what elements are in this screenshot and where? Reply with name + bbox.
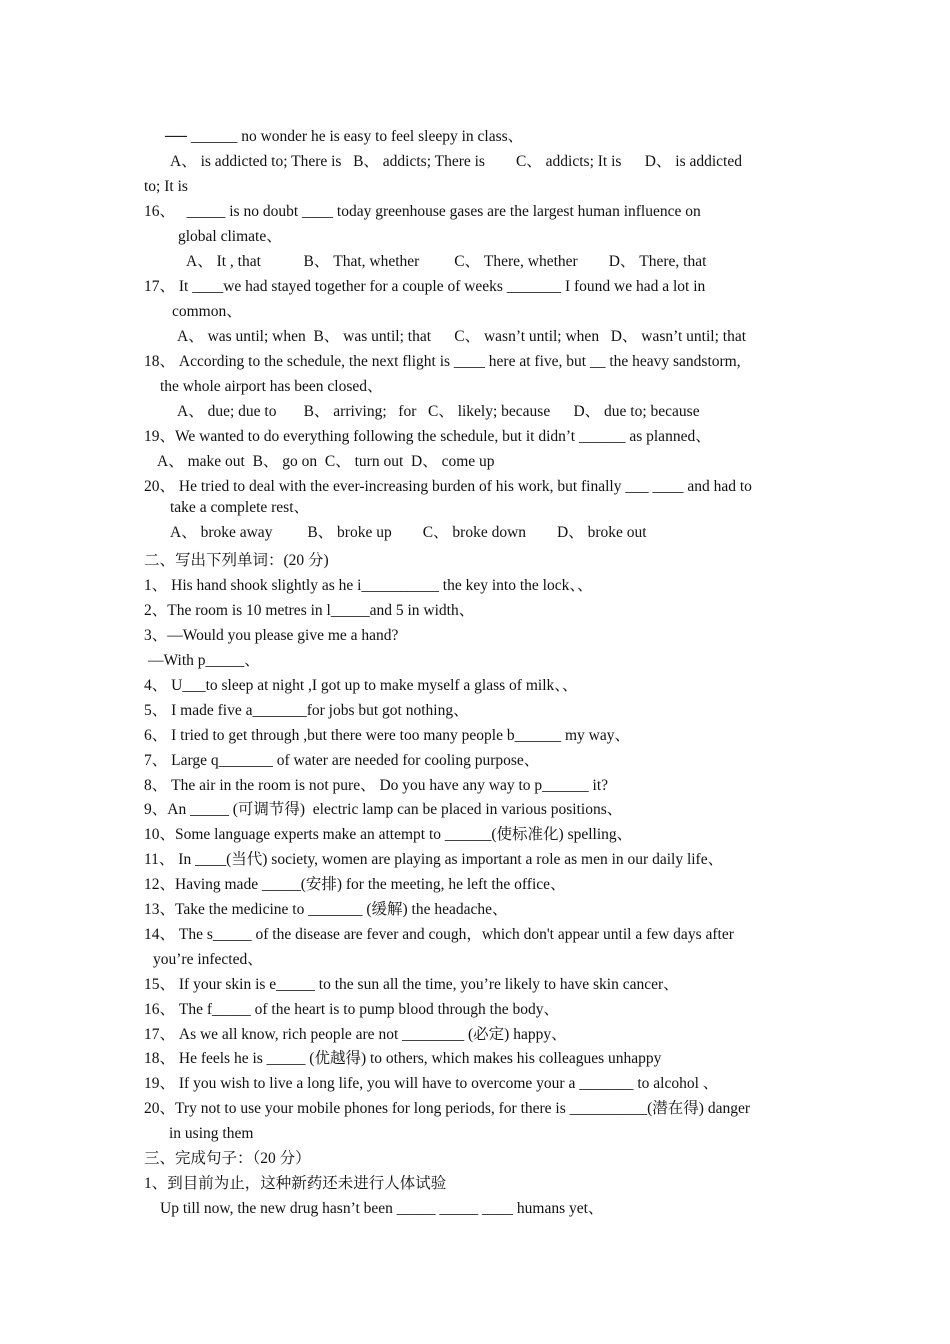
- question-line: 4、 U___to sleep at night ,I got up to make myself a glass of milk、、: [144, 677, 578, 694]
- question-line: 18、 He feels he is _____ (优越得) to others, which makes his colleagues unhappy: [144, 1050, 662, 1067]
- question-line: 16、 _____ is no doubt ____ today greenhouse gases are the largest human influence on: [144, 203, 701, 220]
- question-line: 18、 According to the schedule, the next flight is ____ here at five, but __ the heavy sandstorm,: [144, 353, 741, 370]
- text-line: you’re infected、: [153, 951, 263, 968]
- option-line: A、 was until; when B、 was until; that C、 wasn’t until; when D、 wasn’t until; that: [177, 328, 747, 345]
- question-line: 16、 The f_____ of the heart is to pump blood through the body、: [144, 1001, 559, 1018]
- question-line: 10、Some language experts make an attempt to ______(使标准化) spelling、: [144, 826, 633, 843]
- question-line: 7、 Large q_______ of water are needed for cooling purpose、: [144, 752, 540, 769]
- text-line: —With p_____、: [148, 652, 260, 669]
- text-line: ── ______ no wonder he is easy to feel sleepy in class、: [165, 128, 524, 145]
- question-line: 17、 As we all know, rich people are not ________ (必定) happy、: [144, 1026, 567, 1043]
- question-line: 20、Try not to use your mobile phones for long periods, for there is __________(潜在得) danger: [144, 1100, 750, 1117]
- question-line: 13、Take the medicine to _______ (缓解) the headache、: [144, 901, 508, 918]
- option-line: A、 is addicted to; There is B、 addicts; There is C、 addicts; It is D、 is addicted: [170, 153, 742, 170]
- question-line: 19、 If you wish to live a long life, you will have to overcome your a _______ to alcohol 、: [144, 1075, 719, 1092]
- text-line: the whole airport has been closed、: [160, 378, 383, 395]
- section-heading: 三、完成句子：（20 分）: [144, 1150, 311, 1167]
- section-heading: 二、写出下列单词：(20 分): [144, 552, 329, 569]
- option-line: A、 make out B、 go on C、 turn out D、 come up: [157, 453, 495, 470]
- question-line: 19、We wanted to do everything following the schedule, but it didn’t ______ as planned、: [144, 428, 711, 445]
- text-line: take a complete rest、: [170, 499, 310, 516]
- question-line: 12、Having made _____(安排) for the meeting, he left the office、: [144, 876, 566, 893]
- text-line: Up till now, the new drug hasn’t been _____ _____ ____ humans yet、: [160, 1200, 604, 1217]
- question-line: 3、—Would you please give me a hand?: [144, 627, 399, 644]
- question-line: 5、 I made five a_______for jobs but got nothing、: [144, 702, 469, 719]
- question-line: 6、 I tried to get through ,but there were too many people b______ my way、: [144, 727, 630, 744]
- text-line: in using them: [169, 1125, 254, 1142]
- question-line: 17、 It ____we had stayed together for a couple of weeks _______ I found we had a lot in: [144, 278, 706, 295]
- option-line: A、 broke away B、 broke up C、 broke down D、 broke out: [170, 524, 647, 541]
- text-line: common、: [172, 303, 242, 320]
- question-line: 2、The room is 10 metres in l_____and 5 in width、: [144, 602, 475, 619]
- question-line: 11、 In ____(当代) society, women are playing as important a role as men in our daily life、: [144, 851, 724, 868]
- question-line: 15、 If your skin is e_____ to the sun all the time, you’re likely to have skin cancer、: [144, 976, 679, 993]
- question-line: 1、到目前为止，这种新药还未进行人体试验: [144, 1175, 447, 1192]
- question-line: 9、An _____ (可调节得) electric lamp can be placed in various positions、: [144, 801, 623, 818]
- question-line: 20、 He tried to deal with the ever-increasing burden of his work, but finally ___ ____ and had to: [144, 478, 752, 495]
- option-line: A、 due; due to B、 arriving; for C、 likely; because D、 due to; because: [177, 403, 700, 420]
- question-line: 8、 The air in the room is not pure、 Do you have any way to p______ it?: [144, 777, 609, 794]
- text-line: to; It is: [144, 178, 188, 195]
- text-line: global climate、: [178, 228, 282, 245]
- question-line: 1、 His hand shook slightly as he i__________ the key into the lock、、: [144, 577, 593, 594]
- question-line: 14、 The s_____ of the disease are fever and cough，which don't appear until a few days after: [144, 926, 734, 943]
- option-line: A、 It , that B、 That, whether C、 There, whether D、 There, that: [186, 253, 707, 270]
